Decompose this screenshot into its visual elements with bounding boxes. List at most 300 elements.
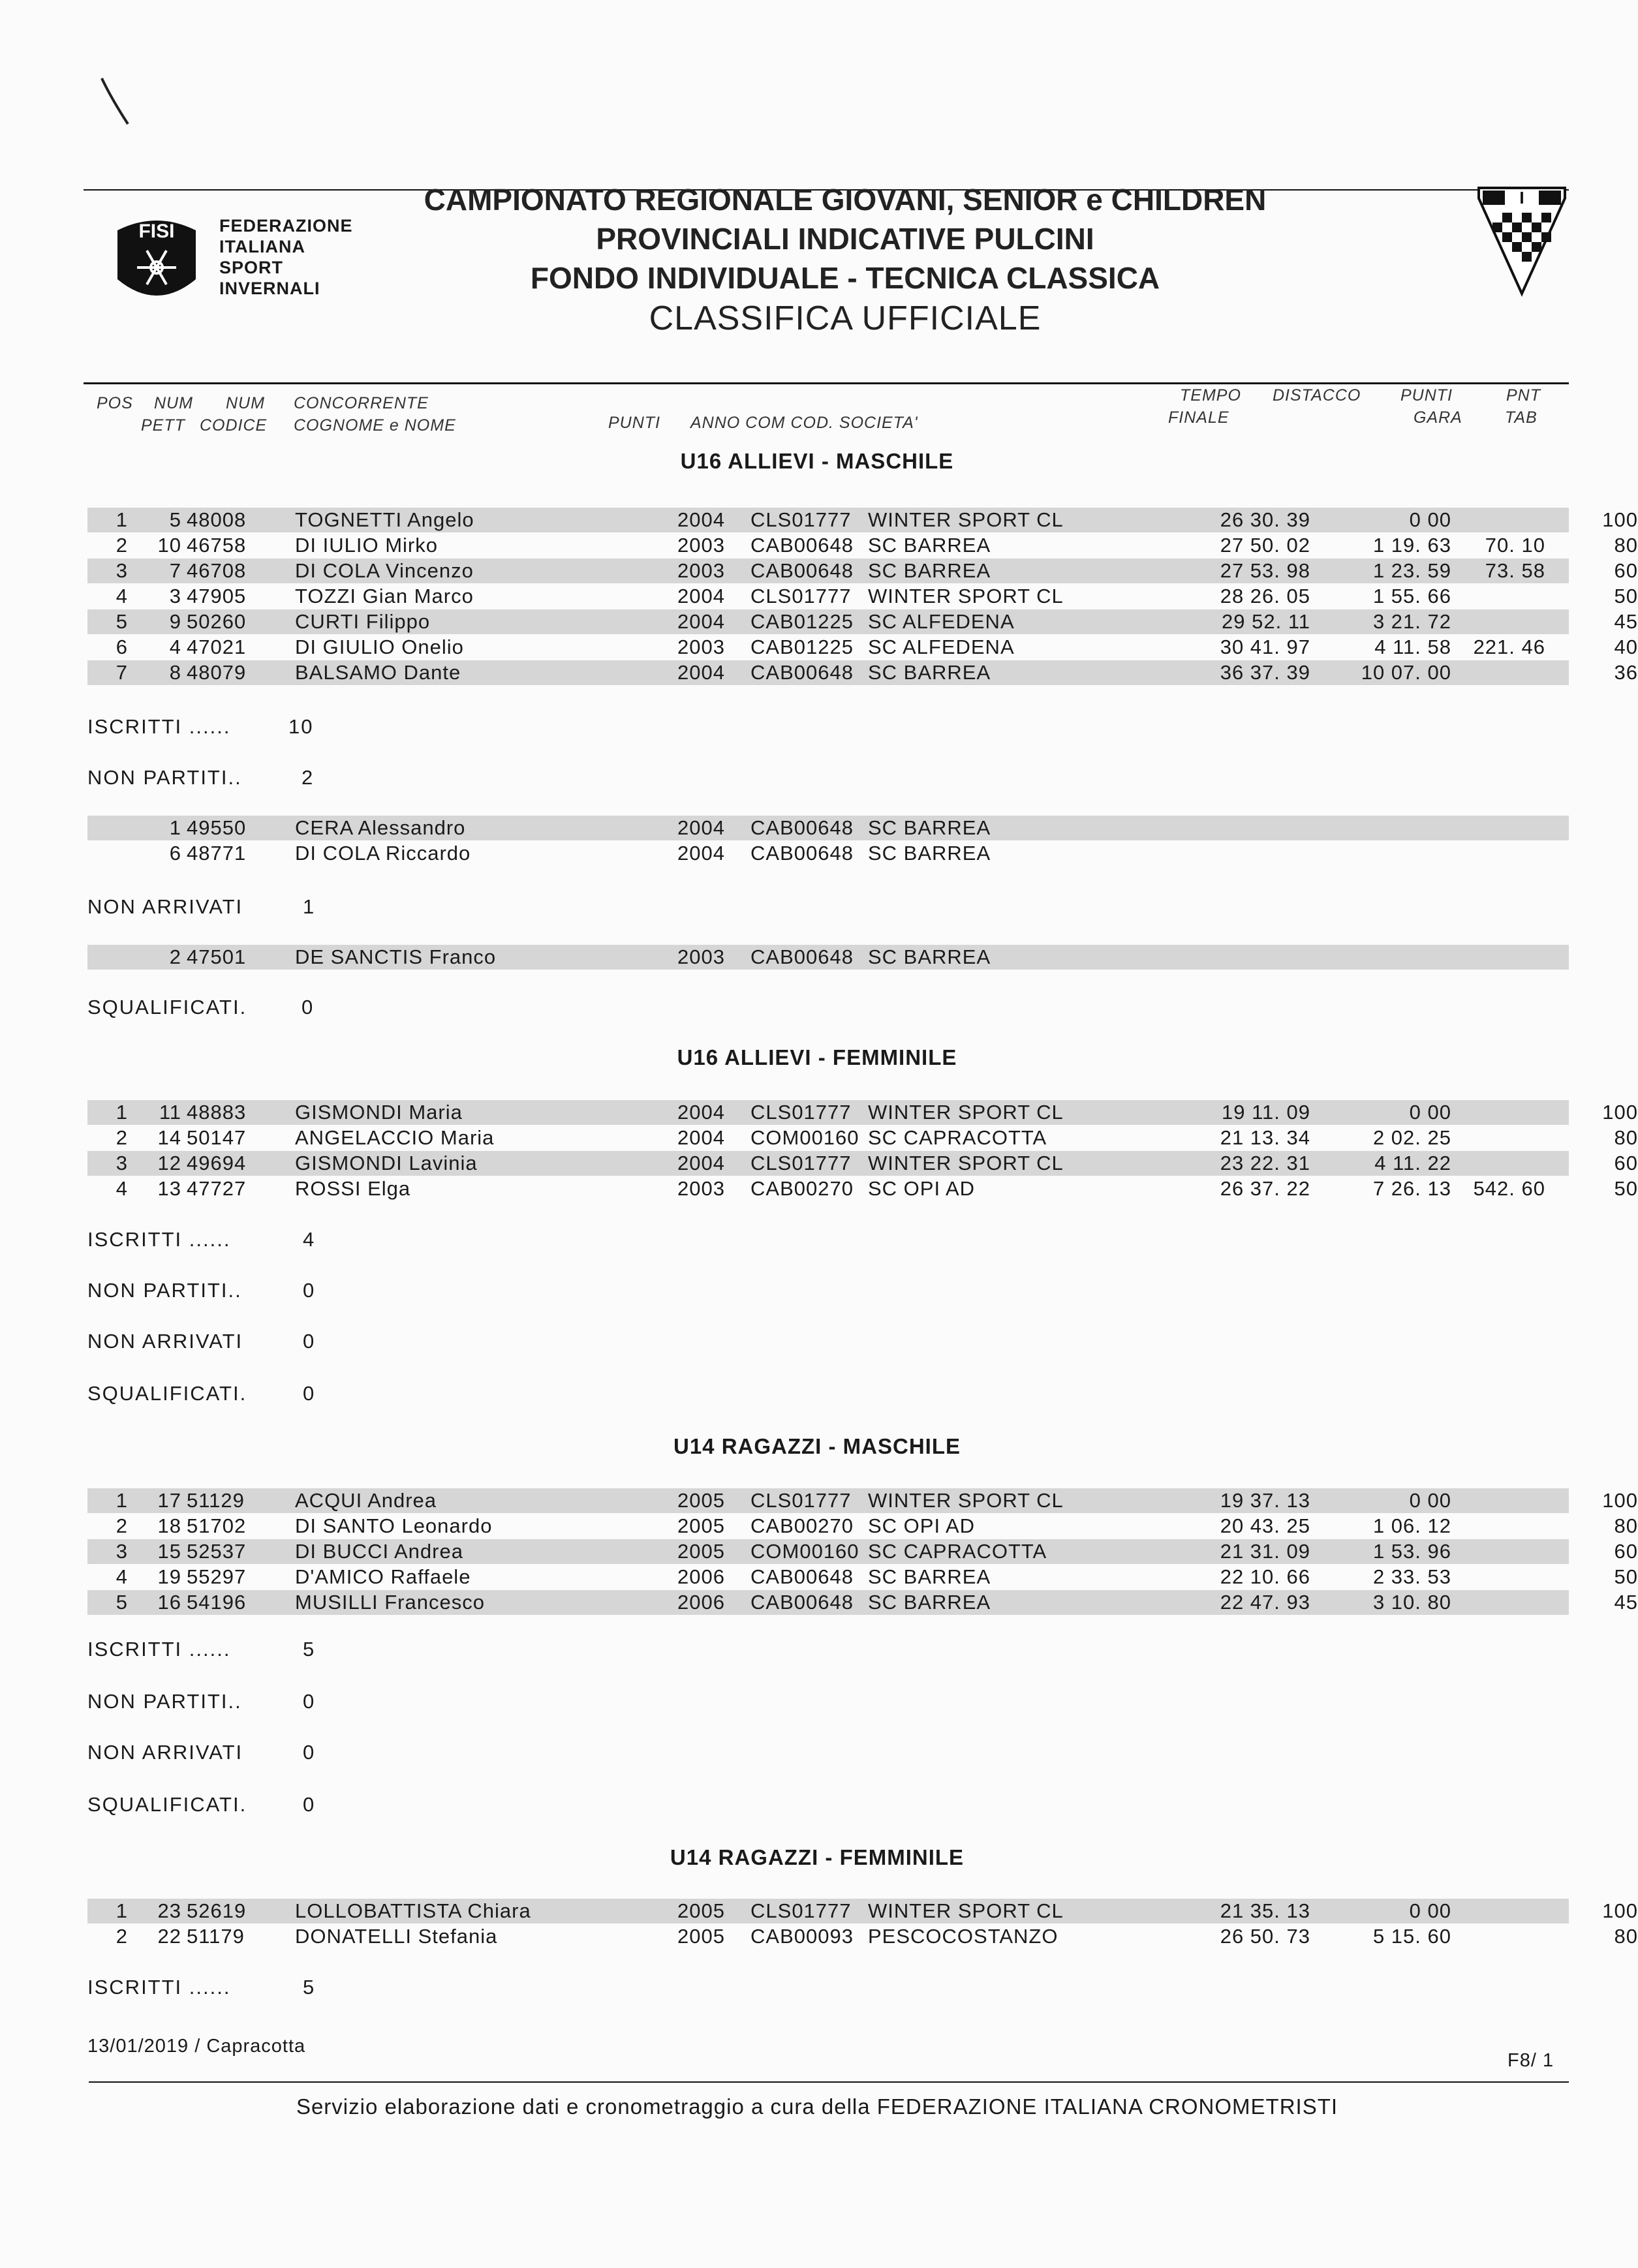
distacco: 0 00 <box>1409 1101 1451 1124</box>
com: CAB <box>750 1591 794 1614</box>
athlete-name: DI COLA Riccardo <box>295 842 471 865</box>
pos: 7 <box>116 661 128 684</box>
codice: 48771 <box>187 842 247 865</box>
table-row <box>87 660 1638 685</box>
distacco: 1 19. 63 <box>1372 534 1451 557</box>
pett: 9 <box>169 610 181 633</box>
committee <box>750 1514 854 1539</box>
title-line-2: PROVINCIALI INDICATIVE PULCINI <box>596 222 1094 256</box>
pnt-tab: 50 <box>1614 1565 1638 1588</box>
club-code: 00160 <box>799 1126 859 1149</box>
col-pos: POS <box>97 394 133 412</box>
tempo: 27 50. 02 <box>1220 534 1310 557</box>
footer-rule <box>89 2081 1569 2083</box>
anno: 2003 <box>677 1177 725 1200</box>
pett: 6 <box>169 842 181 865</box>
athlete-name: DI BUCCI Andrea <box>295 1540 463 1563</box>
pett: 18 <box>157 1514 181 1537</box>
pnt-tab: 100 <box>1602 1101 1638 1124</box>
anno: 2003 <box>677 636 725 658</box>
athlete-name: DE SANCTIS Franco <box>295 945 497 968</box>
committee <box>750 841 854 866</box>
club-code: 01777 <box>792 1101 852 1124</box>
section-title: U14 RAGAZZI - MASCHILE <box>673 1434 961 1458</box>
societa: SC ALFEDENA <box>868 610 1015 633</box>
codice: 47501 <box>187 945 247 968</box>
pnt-tab: 40 <box>1614 636 1638 658</box>
tempo: 29 52. 11 <box>1222 610 1310 633</box>
committee <box>750 945 854 970</box>
tempo: 23 22. 31 <box>1220 1152 1310 1174</box>
pnt-tab: 100 <box>1602 508 1638 531</box>
com: CAB <box>750 559 794 582</box>
col-num-pett-1: NUM <box>154 394 193 412</box>
tempo: 19 11. 09 <box>1222 1101 1310 1124</box>
committee <box>750 533 854 558</box>
committee <box>750 508 852 532</box>
committee <box>750 1126 859 1150</box>
codice: 48079 <box>187 661 247 684</box>
com: CAB <box>750 1925 794 1948</box>
anno: 2004 <box>677 661 725 684</box>
iscritti-line <box>87 1976 316 1999</box>
pett: 23 <box>157 1899 181 1922</box>
tempo: 28 26. 05 <box>1220 585 1310 607</box>
iscritti-line <box>87 715 314 739</box>
section-title: U14 RAGAZZI - FEMMINILE <box>670 1845 965 1869</box>
pett: 16 <box>157 1591 181 1614</box>
committee <box>750 1590 854 1615</box>
anno: 2004 <box>677 585 725 607</box>
athlete-name: GISMONDI Lavinia <box>295 1152 478 1174</box>
col-num-codice-1: NUM <box>226 394 265 412</box>
committee <box>750 1100 852 1125</box>
squalificati-line <box>87 1382 316 1405</box>
distacco: 0 00 <box>1409 1489 1451 1512</box>
societa: WINTER SPORT CL <box>868 1101 1064 1124</box>
club-code: 00648 <box>794 559 854 582</box>
col-concorrente-2: COGNOME e NOME <box>294 416 456 435</box>
com: CLS <box>750 508 792 531</box>
com: CAB <box>750 842 794 865</box>
athlete-name: DONATELLI Stefania <box>295 1925 498 1948</box>
non-partiti-value: 0 <box>303 1279 316 1302</box>
table-row <box>87 1126 1638 1150</box>
iscritti-value: 5 <box>303 1976 316 1999</box>
col-anno-com-cod-societa: ANNO COM COD. SOCIETA' <box>690 414 918 432</box>
club-code: 01777 <box>792 508 852 531</box>
societa: SC BARREA <box>868 1565 991 1588</box>
pnt-tab: 100 <box>1602 1899 1638 1922</box>
committee <box>750 1176 854 1201</box>
com: CLS <box>750 1489 792 1512</box>
anno: 2005 <box>677 1925 725 1948</box>
athlete-name: ANGELACCIO Maria <box>295 1126 495 1149</box>
pnt-tab: 36 <box>1614 661 1638 684</box>
committee <box>750 1488 852 1513</box>
non-partiti-row <box>87 816 1569 840</box>
distacco: 5 15. 60 <box>1372 1925 1451 1948</box>
table-row <box>87 1176 1638 1201</box>
societa: WINTER SPORT CL <box>868 585 1064 607</box>
iscritti-label: ISCRITTI ...... <box>87 1638 231 1661</box>
committee <box>750 609 854 634</box>
distacco: 7 26. 13 <box>1372 1177 1451 1200</box>
pos: 5 <box>116 610 128 633</box>
tempo: 26 30. 39 <box>1220 508 1310 531</box>
footer-date-place: 13/01/2019 / Capracotta <box>87 2036 306 2057</box>
punti-gara: 70. 10 <box>1485 534 1545 557</box>
federation-line-3: SPORT <box>219 258 284 277</box>
tempo: 27 53. 98 <box>1220 559 1310 582</box>
non-arrivati-value: 1 <box>303 895 316 918</box>
pnt-tab: 60 <box>1614 1152 1638 1174</box>
non-partiti-line <box>87 1279 316 1302</box>
non-partiti-row <box>87 841 1569 866</box>
footer-credit: Servizio elaborazione dati e cronometraggio a cura della FEDERAZIONE ITALIANA CRONOMETRISTI <box>296 2094 1338 2119</box>
codice: 52537 <box>187 1540 247 1563</box>
anno: 2003 <box>677 534 725 557</box>
pen-mark-icon <box>97 72 136 130</box>
col-pnt-tab-2: TAB <box>1505 408 1538 427</box>
athlete-name: CERA Alessandro <box>295 816 466 839</box>
pos: 5 <box>116 1591 128 1614</box>
distacco: 1 06. 12 <box>1372 1514 1451 1537</box>
pos: 4 <box>116 1565 128 1588</box>
pos: 1 <box>116 508 128 531</box>
pett: 7 <box>169 559 181 582</box>
com: COM <box>750 1540 800 1563</box>
pnt-tab: 100 <box>1602 1489 1638 1512</box>
fisi-shield-logo-icon <box>1476 185 1568 296</box>
non-arrivati-label: NON ARRIVATI <box>87 1741 243 1764</box>
athlete-name: BALSAMO Dante <box>295 661 461 684</box>
societa: PESCOCOSTANZO <box>868 1925 1059 1948</box>
title-line-1: CAMPIONATO REGIONALE GIOVANI, SENIOR e CHILDREN <box>424 183 1267 217</box>
non-partiti-label: NON PARTITI.. <box>87 1690 242 1713</box>
athlete-name: DI SANTO Leonardo <box>295 1514 493 1537</box>
societa: WINTER SPORT CL <box>868 1899 1064 1922</box>
anno: 2003 <box>677 945 725 968</box>
tempo: 26 37. 22 <box>1220 1177 1310 1200</box>
non-partiti-line <box>87 766 315 789</box>
tempo: 20 43. 25 <box>1220 1514 1310 1537</box>
col-tempo-1: TEMPO <box>1180 386 1241 405</box>
codice: 47727 <box>187 1177 247 1200</box>
codice: 55297 <box>187 1565 247 1588</box>
punti-gara: 221. 46 <box>1473 636 1545 658</box>
pett: 15 <box>157 1540 181 1563</box>
club-code: 01777 <box>792 1489 852 1512</box>
societa: WINTER SPORT CL <box>868 508 1064 531</box>
distacco: 10 07. 00 <box>1361 661 1451 684</box>
codice: 49694 <box>187 1152 247 1174</box>
distacco: 1 55. 66 <box>1372 585 1451 607</box>
com: COM <box>750 1126 800 1149</box>
non-arrivati-label: NON ARRIVATI <box>87 1330 243 1353</box>
committee <box>750 584 852 609</box>
pos: 6 <box>116 636 128 658</box>
pos: 2 <box>116 534 128 557</box>
non-partiti-value: 0 <box>303 1690 316 1713</box>
fisi-logo-icon <box>104 207 209 312</box>
societa: SC ALFEDENA <box>868 636 1015 658</box>
pnt-tab: 80 <box>1614 1126 1638 1149</box>
federation-line-4: INVERNALI <box>219 279 320 298</box>
tempo: 36 37. 39 <box>1220 661 1310 684</box>
pos: 4 <box>116 1177 128 1200</box>
table-row <box>87 1488 1638 1513</box>
anno: 2005 <box>677 1489 725 1512</box>
tempo: 21 31. 09 <box>1220 1540 1310 1563</box>
club-code: 00093 <box>794 1925 854 1948</box>
squalificati-value: 0 <box>301 996 315 1019</box>
pett: 17 <box>157 1489 181 1512</box>
club-code: 01777 <box>792 585 852 607</box>
club-code: 00648 <box>794 842 854 865</box>
committee <box>750 559 854 583</box>
committee <box>750 1924 854 1949</box>
table-row <box>87 609 1638 634</box>
section-title: U16 ALLIEVI - MASCHILE <box>680 449 954 473</box>
com: CLS <box>750 1152 792 1174</box>
table-row <box>87 1899 1638 1923</box>
athlete-name: GISMONDI Maria <box>295 1101 463 1124</box>
com: CLS <box>750 585 792 607</box>
codice: 48883 <box>187 1101 247 1124</box>
anno: 2005 <box>677 1514 725 1537</box>
societa: SC BARREA <box>868 1591 991 1614</box>
codice: 51129 <box>187 1489 245 1512</box>
punti-gara: 542. 60 <box>1473 1177 1545 1200</box>
athlete-name: DI COLA Vincenzo <box>295 559 474 582</box>
col-punti-gara-2: GARA <box>1414 408 1462 427</box>
distacco: 2 02. 25 <box>1372 1126 1451 1149</box>
page-title <box>365 180 1325 339</box>
codice: 46708 <box>187 559 247 582</box>
club-code: 00648 <box>794 945 854 968</box>
committee <box>750 635 854 660</box>
squalificati-value: 0 <box>303 1382 316 1405</box>
squalificati-label: SQUALIFICATI. <box>87 996 247 1019</box>
title-line-3: FONDO INDIVIDUALE - TECNICA CLASSICA <box>530 261 1160 295</box>
non-arrivati-row <box>87 945 1569 970</box>
pnt-tab: 60 <box>1614 1540 1638 1563</box>
col-concorrente-1: CONCORRENTE <box>294 394 429 412</box>
non-partiti-line <box>87 1690 316 1713</box>
societa: SC BARREA <box>868 945 991 968</box>
non-arrivati-label: NON ARRIVATI <box>87 895 243 918</box>
table-row <box>87 508 1638 532</box>
athlete-name: TOGNETTI Angelo <box>295 508 474 531</box>
pett: 10 <box>157 534 181 557</box>
table-row <box>87 1539 1638 1564</box>
federation-name <box>219 215 353 299</box>
squalificati-value: 0 <box>303 1793 316 1816</box>
club-code: 01225 <box>794 610 854 633</box>
pett: 2 <box>169 945 181 968</box>
section-title: U16 ALLIEVI - FEMMINILE <box>677 1045 957 1069</box>
col-punti: PUNTI <box>608 414 660 432</box>
squalificati-line <box>87 996 315 1019</box>
committee <box>750 1539 859 1564</box>
non-arrivati-line <box>87 1741 316 1764</box>
distacco: 3 10. 80 <box>1372 1591 1451 1614</box>
codice: 47905 <box>187 585 247 607</box>
pos: 1 <box>116 1899 128 1922</box>
distacco: 1 23. 59 <box>1372 559 1451 582</box>
distacco: 3 21. 72 <box>1372 610 1451 633</box>
societa: WINTER SPORT CL <box>868 1489 1064 1512</box>
col-pnt-tab-1: PNT <box>1506 386 1541 405</box>
pett: 12 <box>157 1152 181 1174</box>
anno: 2003 <box>677 559 725 582</box>
athlete-name: D'AMICO Raffaele <box>295 1565 471 1588</box>
pos: 1 <box>116 1489 128 1512</box>
pos: 1 <box>116 1101 128 1124</box>
societa: SC OPI AD <box>868 1514 976 1537</box>
pett: 14 <box>157 1126 181 1149</box>
com: CAB <box>750 1514 794 1537</box>
table-row <box>87 635 1638 660</box>
distacco: 4 11. 58 <box>1374 636 1451 658</box>
tempo: 21 13. 34 <box>1220 1126 1310 1149</box>
squalificati-label: SQUALIFICATI. <box>87 1793 247 1816</box>
club-code: 00648 <box>794 1591 854 1614</box>
non-partiti-label: NON PARTITI.. <box>87 1279 242 1302</box>
pnt-tab: 50 <box>1614 585 1638 607</box>
pos: 2 <box>116 1126 128 1149</box>
federation-line-1: FEDERAZIONE <box>219 216 353 236</box>
pnt-tab: 45 <box>1614 610 1638 633</box>
pos: 3 <box>116 1152 128 1174</box>
societa: WINTER SPORT CL <box>868 1152 1064 1174</box>
club-code: 01777 <box>792 1152 852 1174</box>
pett: 8 <box>169 661 181 684</box>
anno: 2004 <box>677 816 725 839</box>
pett: 4 <box>169 636 181 658</box>
iscritti-line <box>87 1228 316 1251</box>
table-row <box>87 1565 1638 1589</box>
com: CAB <box>750 636 794 658</box>
com: CAB <box>750 816 794 839</box>
com: CAB <box>750 661 794 684</box>
pos: 2 <box>116 1514 128 1537</box>
non-arrivati-line <box>87 1330 316 1353</box>
athlete-name: DI IULIO Mirko <box>295 534 438 557</box>
club-code: 00160 <box>799 1540 859 1563</box>
distacco: 0 00 <box>1409 1899 1451 1922</box>
col-num-pett-2: PETT <box>141 416 185 435</box>
page-number: F8/ 1 <box>1507 2050 1554 2071</box>
codice: 49550 <box>187 816 247 839</box>
committee <box>750 1899 852 1923</box>
iscritti-label: ISCRITTI ...... <box>87 1976 231 1999</box>
iscritti-value: 5 <box>303 1638 316 1661</box>
distacco: 4 11. 22 <box>1374 1152 1451 1174</box>
pett: 3 <box>169 585 181 607</box>
codice: 54196 <box>187 1591 247 1614</box>
tempo: 21 35. 13 <box>1220 1899 1310 1922</box>
non-partiti-value: 2 <box>301 766 315 789</box>
anno: 2006 <box>677 1565 725 1588</box>
distacco: 0 00 <box>1409 508 1451 531</box>
committee <box>750 1151 852 1176</box>
svg-text:FISI: FISI <box>138 221 175 242</box>
codice: 48008 <box>187 508 247 531</box>
svg-text:I: I <box>1519 188 1524 207</box>
athlete-name: ROSSI Elga <box>295 1177 411 1200</box>
title-line-4: CLASSIFICA UFFICIALE <box>649 299 1042 337</box>
iscritti-value: 10 <box>288 715 314 738</box>
pett: 5 <box>169 508 181 531</box>
committee <box>750 1565 854 1589</box>
non-arrivati-line <box>87 895 316 919</box>
codice: 47021 <box>187 636 247 658</box>
iscritti-line <box>87 1638 316 1661</box>
col-num-codice-2: CODICE <box>200 416 268 435</box>
anno: 2004 <box>677 1126 725 1149</box>
pett: 22 <box>157 1925 181 1948</box>
pett: 19 <box>157 1565 181 1588</box>
codice: 52619 <box>187 1899 247 1922</box>
column-header-rule <box>84 382 1569 384</box>
tempo: 22 10. 66 <box>1220 1565 1310 1588</box>
table-row <box>87 533 1638 558</box>
societa: SC CAPRACOTTA <box>868 1540 1047 1563</box>
club-code: 01225 <box>794 636 854 658</box>
pnt-tab: 60 <box>1614 559 1638 582</box>
club-code: 01777 <box>792 1899 852 1922</box>
iscritti-label: ISCRITTI ...... <box>87 715 231 738</box>
col-tempo-2: FINALE <box>1168 408 1229 427</box>
club-code: 00270 <box>794 1177 854 1200</box>
pos: 2 <box>116 1925 128 1948</box>
tempo: 19 37. 13 <box>1220 1489 1310 1512</box>
table-row <box>87 1514 1638 1539</box>
pos: 3 <box>116 1540 128 1563</box>
societa: SC BARREA <box>868 816 991 839</box>
codice: 50147 <box>187 1126 247 1149</box>
col-punti-gara-1: PUNTI <box>1400 386 1453 405</box>
codice: 46758 <box>187 534 247 557</box>
tempo: 22 47. 93 <box>1220 1591 1310 1614</box>
com: CAB <box>750 1565 794 1588</box>
table-row <box>87 1151 1638 1176</box>
societa: SC BARREA <box>868 842 991 865</box>
anno: 2004 <box>677 842 725 865</box>
pos: 4 <box>116 585 128 607</box>
club-code: 00270 <box>794 1514 854 1537</box>
athlete-name: TOZZI Gian Marco <box>295 585 474 607</box>
pnt-tab: 45 <box>1614 1591 1638 1614</box>
table-row <box>87 1924 1638 1949</box>
tempo: 26 50. 73 <box>1220 1925 1310 1948</box>
committee <box>750 660 854 685</box>
com: CLS <box>750 1899 792 1922</box>
pnt-tab: 80 <box>1614 1514 1638 1537</box>
distacco: 2 33. 53 <box>1372 1565 1451 1588</box>
federation-line-2: ITALIANA <box>219 237 305 256</box>
non-arrivati-value: 0 <box>303 1741 316 1764</box>
tempo: 30 41. 97 <box>1220 636 1310 658</box>
athlete-name: CURTI Filippo <box>295 610 431 633</box>
societa: SC BARREA <box>868 559 991 582</box>
squalificati-label: SQUALIFICATI. <box>87 1382 247 1405</box>
com: CAB <box>750 945 794 968</box>
committee <box>750 816 854 840</box>
athlete-name: DI GIULIO Onelio <box>295 636 464 658</box>
